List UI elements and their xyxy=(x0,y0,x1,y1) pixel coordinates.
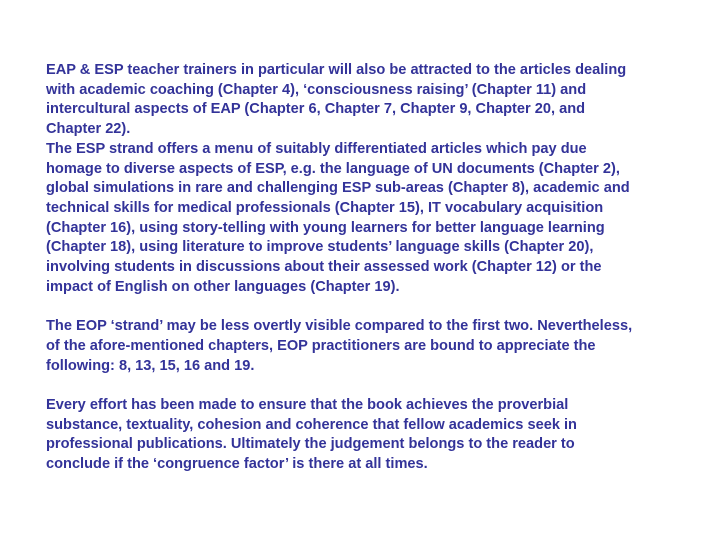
text-line: (Chapter 18), using literature to improve students’ language skills (Chapter 20), xyxy=(46,239,594,256)
text-line: Every effort has been made to ensure that the book achieves the proverbial xyxy=(46,396,569,413)
text-line: of the afore-mentioned chapters, EOP practitioners are bound to appreciate the xyxy=(46,337,596,354)
text-line: global simulations in rare and challenging ESP sub-areas (Chapter 8), academic and xyxy=(46,180,630,197)
text-line: Chapter 22). xyxy=(46,121,131,138)
text-line: homage to diverse aspects of ESP, e.g. the language of UN documents (Chapter 2), xyxy=(46,160,620,177)
text-line: following: 8, 13, 15, 16 and 19. xyxy=(46,357,255,374)
body-text xyxy=(46,61,716,475)
text-line: involving students in discussions about their assessed work (Chapter 12) or the xyxy=(46,259,602,276)
text-line: The EOP ‘strand’ may be less overtly visible compared to the first two. Nevertheless, xyxy=(46,318,633,335)
paragraph-conclusion xyxy=(46,396,716,475)
text-line: substance, textuality, cohesion and coherence that fellow academics seek in xyxy=(46,416,577,433)
text-line: technical skills for medical professionals (Chapter 15), IT vocabulary acquisition xyxy=(46,199,604,216)
paragraph-gap xyxy=(46,376,716,396)
text-line: impact of English on other languages (Chapter 19). xyxy=(46,278,400,295)
text-line: The ESP strand offers a menu of suitably differentiated articles which pay due xyxy=(46,140,587,157)
text-line: intercultural aspects of EAP (Chapter 6, Chapter 7, Chapter 9, Chapter 20, and xyxy=(46,101,586,118)
paragraph-gap xyxy=(46,297,716,317)
text-line: professional publications. Ultimately the judgement belongs to the reader to xyxy=(46,436,575,453)
text-line: EAP & ESP teacher trainers in particular will also be attracted to the articles dealing xyxy=(46,62,627,78)
text-line: (Chapter 16), using story-telling with young learners for better language learning xyxy=(46,219,605,236)
paragraph-eop-strand xyxy=(46,317,716,376)
text-line: with academic coaching (Chapter 4), ‘consciousness raising’ (Chapter 11) and xyxy=(46,81,587,98)
paragraph-eap-esp-trainers xyxy=(46,61,716,140)
paragraph-esp-strand xyxy=(46,140,716,298)
text-line: conclude if the ‘congruence factor’ is there at all times. xyxy=(46,456,428,473)
